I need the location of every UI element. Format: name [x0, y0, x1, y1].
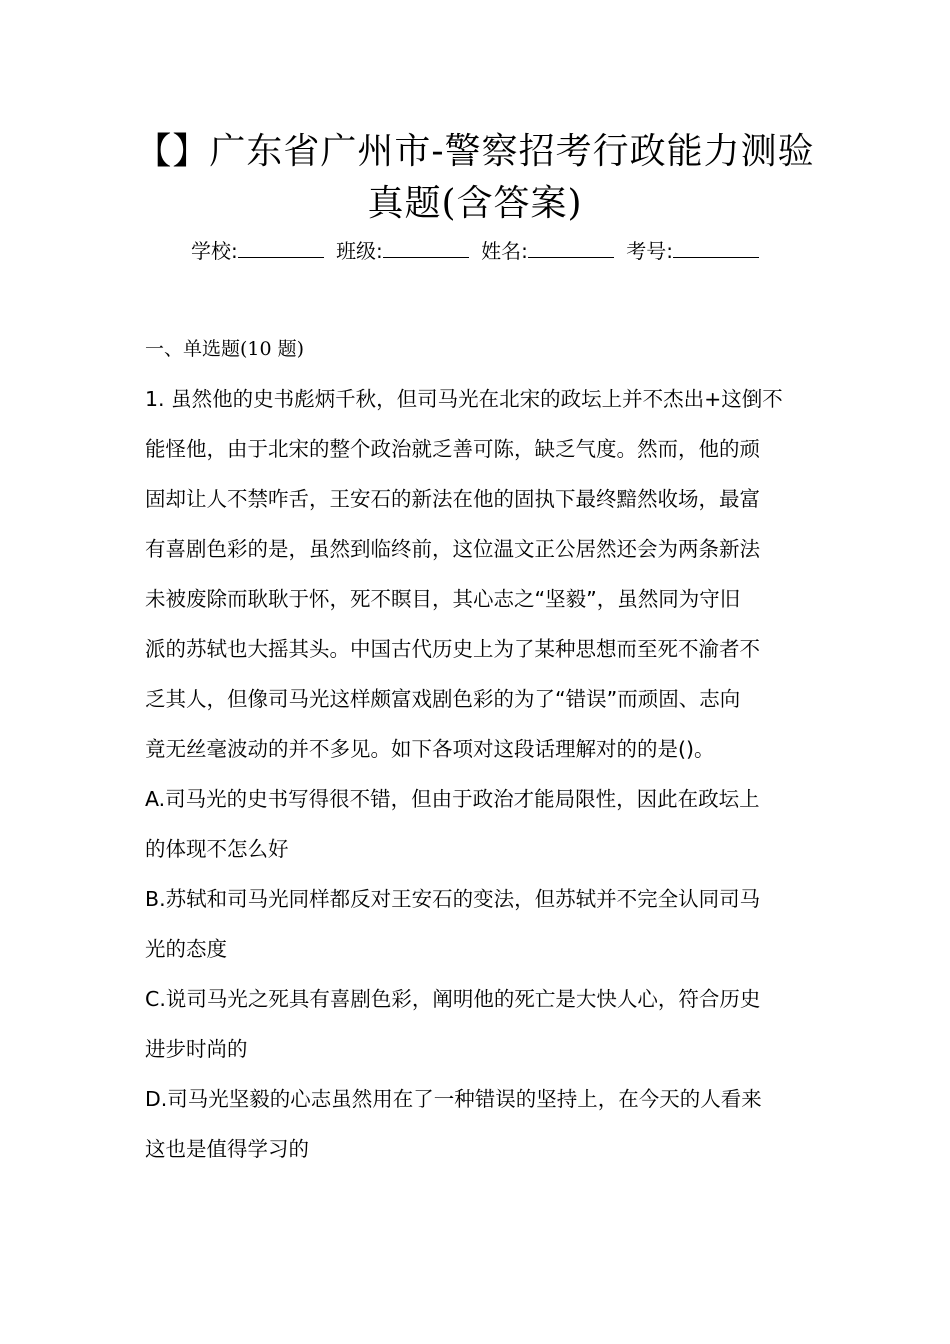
option-b-line-2: 光的态度 [145, 937, 227, 961]
name-label: 姓名: [481, 239, 528, 263]
question-stem-line: 有喜剧色彩的是，虽然到临终前，这位温文正公居然还会为两条新法 [145, 537, 760, 561]
document-title-line-1: 【】广东省广州市-警察招考行政能力测验 [135, 131, 815, 172]
question-stem-line: 乏其人，但像司马光这样颇富戏剧色彩的为了“错误”而顽固、志向 [145, 687, 741, 711]
question-stem-line: 派的苏轼也大摇其头。中国古代历史上为了某种思想而至死不渝者不 [145, 637, 760, 661]
exam-number-blank [673, 237, 759, 258]
section-heading: 一、单选题(10 题) [145, 338, 305, 360]
option-b-line-1: B.苏轼和司马光同样都反对王安石的变法，但苏轼并不完全认同司马 [145, 887, 761, 911]
document-title-line-2: 真题(含答案) [367, 183, 583, 224]
option-d-line-2: 这也是值得学习的 [145, 1137, 309, 1161]
option-d-line-1: D.司马光坚毅的心志虽然用在了一种错误的坚持上，在今天的人看来 [145, 1087, 762, 1111]
class-label: 班级: [336, 239, 383, 263]
name-field [481, 239, 614, 263]
class-field [336, 239, 469, 263]
question-stem-line: 能怪他，由于北宋的整个政治就乏善可陈，缺乏气度。然而，他的顽 [145, 437, 760, 461]
question-stem-line: 固却让人不禁咋舌，王安石的新法在他的固执下最终黯然收场，最富 [145, 487, 760, 511]
question-stem-line: 未被废除而耿耿于怀，死不瞑目，其心志之“坚毅”，虽然同为守旧 [145, 587, 741, 611]
option-a-line-2: 的体现不怎么好 [145, 837, 289, 861]
student-info-row [0, 236, 950, 266]
name-blank [528, 237, 614, 258]
option-c-line-2: 进步时尚的 [145, 1037, 248, 1061]
exam-number-label: 考号: [626, 239, 674, 263]
school-label: 学校: [190, 239, 238, 263]
question-stem-line: 竟无丝毫波动的并不多见。如下各项对这段话理解对的的是()。 [145, 737, 715, 761]
option-a-line-1: A.司马光的史书写得很不错，但由于政治才能局限性，因此在政坛上 [145, 787, 760, 811]
school-blank [238, 237, 324, 258]
option-c-line-1: C.说司马光之死具有喜剧色彩，阐明他的死亡是大快人心，符合历史 [145, 987, 761, 1011]
question-stem-line: 1. 虽然他的史书彪炳千秋，但司马光在北宋的政坛上并不杰出+这倒不 [145, 387, 783, 411]
class-blank [383, 237, 469, 258]
exam-number-field [626, 239, 759, 263]
school-field [191, 239, 324, 263]
